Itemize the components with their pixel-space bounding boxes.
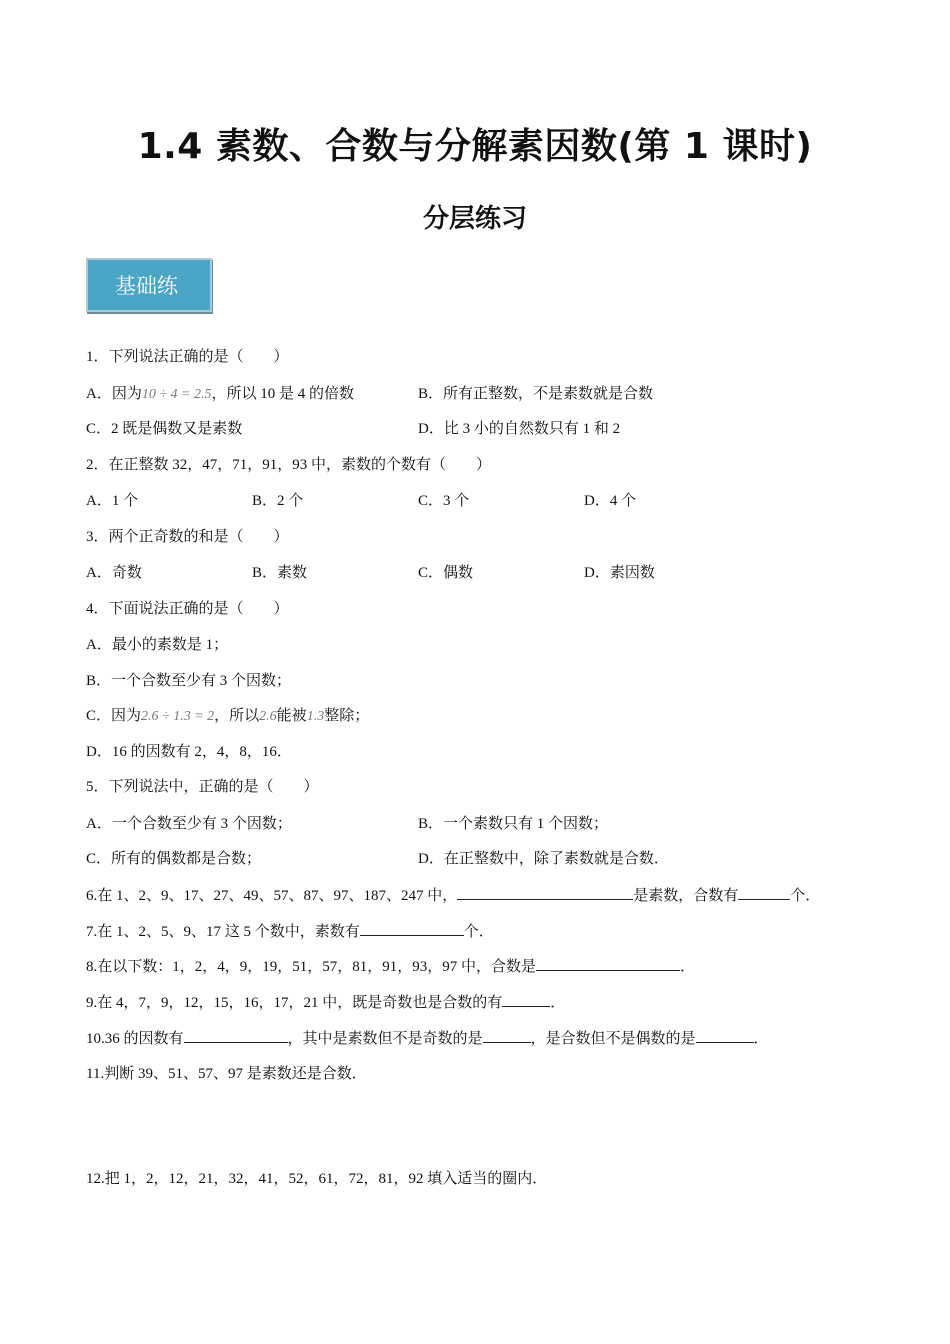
- q5-option-a: A．一个合数至少有 3 个因数；: [86, 816, 292, 832]
- q10-prefix: 10.36 的因数有: [86, 1031, 184, 1047]
- q7-suffix: 个．: [463, 924, 494, 940]
- q9-prefix: 9.在 4，7，9，12，15，16，17，21 中，既是奇数也是合数的有: [86, 995, 503, 1011]
- q4-option-a: A．最小的素数是 1；: [86, 637, 229, 653]
- q1-option-b: B．所有正整数，不是素数就是合数: [418, 386, 654, 402]
- q4-stem: 4．下面说法正确的是（ ）: [86, 601, 289, 617]
- q9-answer-blank[interactable]: [502, 992, 550, 1007]
- q10-line: [86, 1028, 769, 1049]
- q5-option-b: B．一个素数只有 1 个因数；: [418, 816, 609, 832]
- q2-option-a: A．1 个: [86, 493, 139, 509]
- q4-option-d: D．16 的因数有 2，4，8，16．: [86, 744, 292, 760]
- q10-answer-blank-3[interactable]: [696, 1028, 754, 1043]
- q5-option-c: C．所有的偶数都是合数；: [86, 851, 262, 867]
- q7-answer-blank[interactable]: [360, 921, 464, 936]
- q6-mid: 是素数，合数有: [633, 888, 739, 904]
- q4-c-prefix: C．因为: [86, 708, 142, 724]
- q3-option-c: C．偶数: [418, 565, 474, 581]
- q12-text: 12.把 1，2，12，21，32，41，52，61，72，81，92 填入适当的圈内．: [86, 1171, 548, 1187]
- q1-option-a: [86, 384, 354, 405]
- q6-prefix: 6.在 1、2、9、17、27、49、57、87、97、187、247 中，: [86, 888, 458, 904]
- q4-c-suffix: 整除；: [324, 708, 370, 724]
- q1-option-d: D．比 3 小的自然数只有 1 和 2: [418, 421, 621, 437]
- q1-option-c: C．2 既是偶数又是素数: [86, 421, 243, 437]
- section-badge-label: 基础练: [115, 274, 178, 298]
- q5-option-d: D．在正整数中，除了素数就是合数．: [418, 851, 669, 867]
- q3-stem: 3．两个正奇数的和是（ ）: [86, 529, 289, 545]
- q10-mid1: ，其中是素数但不是奇数的是: [287, 1031, 483, 1047]
- q2-option-d: D．4 个: [584, 493, 637, 509]
- q10-suffix: ．: [753, 1031, 769, 1047]
- q7-prefix: 7.在 1、2、5、9、17 这 5 个数中，素数有: [86, 924, 360, 940]
- q3-option-d: D．素因数: [584, 565, 655, 581]
- page-title: 1.4 素数、合数与分解素因数(第 1 课时): [137, 126, 813, 167]
- q6-line: [86, 885, 820, 906]
- q10-mid2: ，是合数但不是偶数的是: [530, 1031, 696, 1047]
- q6-answer-blank-2[interactable]: [738, 885, 790, 900]
- q2-option-c: C．3 个: [418, 493, 470, 509]
- q4-c-formula: 2.6 ÷ 1.3 = 2: [141, 709, 215, 724]
- q1-a-formula: 10 ÷ 4 = 2.5: [141, 387, 212, 402]
- q4-c-value-2: 1.3: [306, 709, 325, 724]
- q8-prefix: 8.在以下数：1，2，4，9，19，51，57，81，91，93，97 中，合数是: [86, 959, 537, 975]
- q6-suffix: 个．: [790, 888, 821, 904]
- section-badge: [86, 258, 212, 312]
- q10-answer-blank-1[interactable]: [184, 1028, 288, 1043]
- q4-option-c: [86, 706, 369, 727]
- q8-line: [86, 956, 695, 977]
- q3-option-b: B．素数: [252, 565, 308, 581]
- q2-stem: 2．在正整数 32，47，71，91，93 中，素数的个数有（ ）: [86, 457, 492, 473]
- q9-line: [86, 992, 565, 1013]
- q4-c-mid2: 能被: [276, 708, 307, 724]
- q3-option-a: A．奇数: [86, 565, 142, 581]
- q7-line: [86, 921, 494, 942]
- q4-c-mid1: ，所以: [214, 708, 260, 724]
- q11-text: 11.判断 39、51、57、97 是素数还是合数．: [86, 1066, 367, 1082]
- q1-a-suffix: ，所以 10 是 4 的倍数: [211, 386, 354, 402]
- q8-suffix: ．: [680, 959, 696, 975]
- q4-c-value-1: 2.6: [259, 709, 277, 724]
- q1-stem: 1．下列说法正确的是（ ）: [86, 349, 289, 365]
- q2-option-b: B．2 个: [252, 493, 304, 509]
- q10-answer-blank-2[interactable]: [483, 1028, 531, 1043]
- q1-a-prefix: A．因为: [86, 386, 142, 402]
- q5-stem: 5．下列说法中，正确的是（ ）: [86, 779, 319, 795]
- page-subtitle: 分层练习: [422, 204, 527, 234]
- q8-answer-blank[interactable]: [536, 956, 680, 971]
- q4-option-b: B．一个合数至少有 3 个因数；: [86, 673, 292, 689]
- q6-answer-blank-1[interactable]: [457, 885, 633, 900]
- q9-suffix: ．: [550, 995, 566, 1011]
